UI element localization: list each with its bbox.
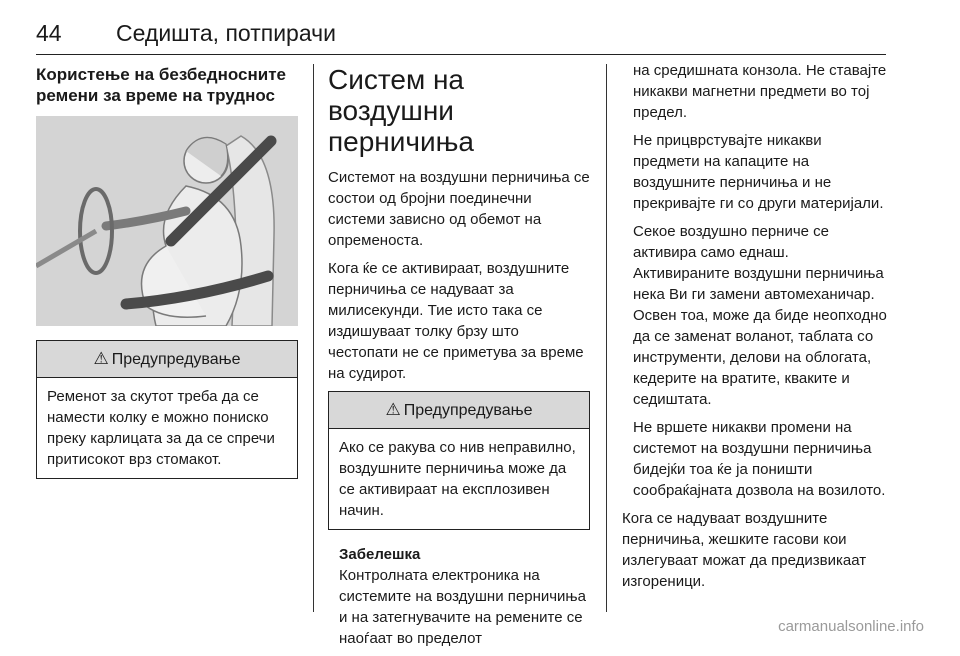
note-paragraph: Секое воздушно перниче се активира само еднаш. Активираните воздушни перничиња нека Ви ги замени автомеханичар. Освен тоа, може да биде неопходно да се заменат воланот, таблата со инструменти, делови на облогата, кедерите на вратите, кваките и седиштата.: [633, 223, 887, 408]
warning-header: [37, 341, 297, 378]
section-heading-airbags: Систем на воздушни перничиња: [328, 64, 474, 157]
pregnant-seatbelt-illustration: [36, 116, 298, 326]
paragraph: Кога се надуваат воздушните перничиња, жешките гасови кои излегуваат можат да предизвикаат изгореници.: [622, 510, 867, 590]
chapter-title: Седишта, потпирачи: [116, 20, 336, 46]
note-text: Контролната електроника на системите на воздушни перничиња и на затегнувачите на ремените се наоѓаат во пределот: [339, 567, 586, 647]
warning-triangle-icon: ⚠: [93, 349, 109, 368]
note-title: Забелешка: [339, 546, 421, 563]
column-left: [36, 64, 298, 493]
warning-text: Ременот за скутот треба да се намести колку е можно пониско преку карлицата за да се спречи притисокот врз стомакот.: [47, 388, 275, 468]
note-paragraph: Не прицврстувајте никакви предмети на капаците на воздушните перничиња и не прекривајте ги со други материјали.: [633, 132, 884, 212]
warning-title: Предупредување: [403, 402, 533, 419]
note-paragraph: Не вршете никакви промени на системот на воздушни перничиња бидејќи тоа ќе ја поништи сообраќајната дозвола на возилото.: [633, 419, 886, 499]
warning-text: Ако се ракува со нив неправилно, воздушните перничиња може да се активираат на експлозивен начин.: [339, 439, 576, 519]
warning-box: [36, 340, 298, 479]
watermark: carmanualsonline.info: [778, 618, 924, 635]
warning-triangle-icon: ⚠: [385, 400, 401, 419]
page-number: 44: [36, 20, 62, 46]
column-right: [622, 60, 888, 599]
column-middle: [328, 64, 590, 656]
note-paragraph: на средишната конзола. Не ставајте никакви магнетни предмети во тој предел.: [633, 62, 887, 121]
warning-header: [329, 392, 589, 429]
page-header: [36, 20, 886, 55]
column-divider: [606, 64, 607, 612]
warning-title: Предупредување: [111, 351, 241, 368]
warning-box: [328, 391, 590, 530]
section-heading-pregnancy: Користење на безбедносните ремени за време на труднос: [36, 65, 286, 105]
paragraph: Системот на воздушни перничиња се состои од бројни поединечни системи зависно од обемот на опременоста.: [328, 169, 590, 249]
column-divider: [313, 64, 314, 612]
paragraph: Кога ќе се активираат, воздушните перничиња се надуваат за милисекунди. Тие исто така се издишуваат толку брзу што честопати не се приметува за време на судирот.: [328, 260, 584, 382]
